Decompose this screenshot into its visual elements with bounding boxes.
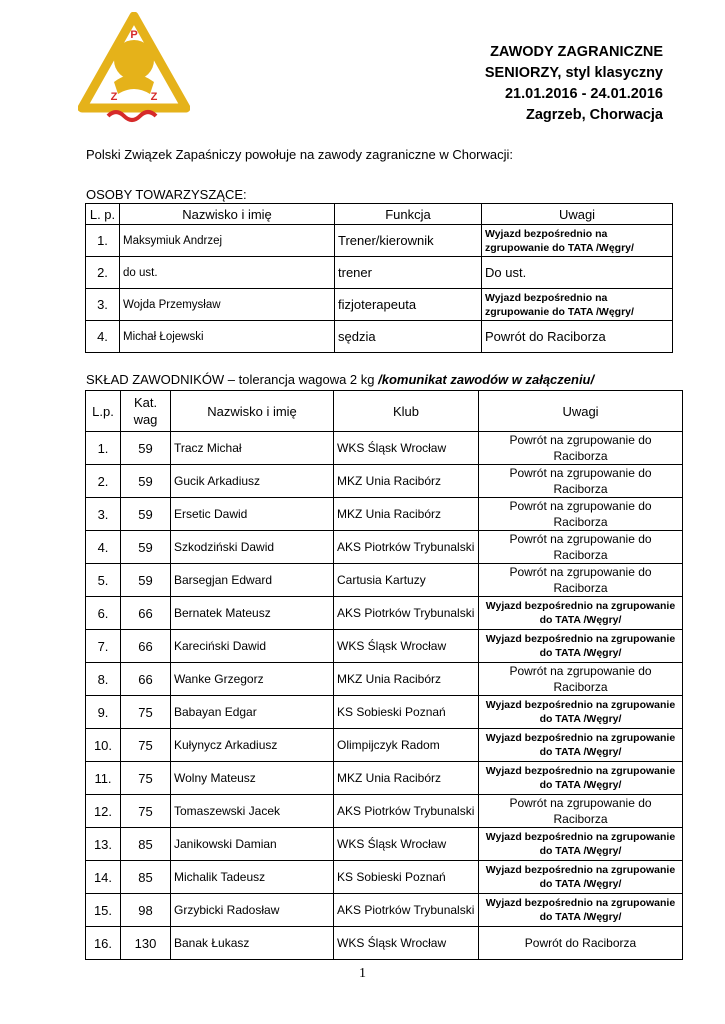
athlete-name: Tomaszewski Jacek (171, 795, 334, 828)
table-row (86, 465, 683, 498)
athlete-note: Powrót na zgrupowanie do Raciborza (479, 564, 683, 597)
athletes-heading-prefix: SKŁAD ZAWODNIKÓW – tolerancja wagowa 2 kg (86, 372, 379, 387)
athlete-note: Powrót na zgrupowanie do Raciborza (479, 432, 683, 465)
athlete-name: Kułynycz Arkadiusz (171, 729, 334, 762)
staff-col-header: Uwagi (482, 204, 673, 225)
staff-note: Wyjazd bezpośrednio na zgrupowanie do TATA /Węgry/ (482, 225, 673, 257)
staff-col-header: Nazwisko i imię (120, 204, 335, 225)
athlete-weight-category: 59 (121, 432, 171, 465)
athlete-note: Powrót na zgrupowanie do Raciborza (479, 498, 683, 531)
athlete-lp: 10. (86, 729, 121, 762)
table-row (86, 597, 683, 630)
athlete-club: MKZ Unia Racibórz (334, 762, 479, 795)
athlete-note: Wyjazd bezpośrednio na zgrupowanie do TATA /Węgry/ (479, 894, 683, 927)
table-row (86, 630, 683, 663)
athlete-club: WKS Śląsk Wrocław (334, 927, 479, 960)
table-row (86, 225, 673, 257)
athlete-note: Wyjazd bezpośrednio na zgrupowanie do TATA /Węgry/ (479, 729, 683, 762)
table-row (86, 257, 673, 289)
staff-role: Trener/kierownik (335, 225, 482, 257)
athlete-weight-category: 59 (121, 465, 171, 498)
athlete-name: Babayan Edgar (171, 696, 334, 729)
athlete-weight-category: 130 (121, 927, 171, 960)
athlete-club: WKS Śląsk Wrocław (334, 432, 479, 465)
staff-name: do ust. (120, 257, 335, 289)
athlete-note: Wyjazd bezpośrednio na zgrupowanie do TATA /Węgry/ (479, 597, 683, 630)
athlete-weight-category: 75 (121, 696, 171, 729)
staff-col-header: Funkcja (335, 204, 482, 225)
table-row (86, 564, 683, 597)
staff-note: Powrót do Raciborza (482, 321, 673, 353)
logo-letter-z-right: Z (150, 91, 158, 103)
staff-name: Maksymiuk Andrzej (120, 225, 335, 257)
athlete-name: Banak Łukasz (171, 927, 334, 960)
header-line-3: 21.01.2016 - 24.01.2016 (504, 86, 663, 102)
table-row (86, 894, 683, 927)
athlete-club: MKZ Unia Racibórz (334, 498, 479, 531)
athlete-club: AKS Piotrków Trybunalski (334, 531, 479, 564)
athlete-name: Bernatek Mateusz (171, 597, 334, 630)
athlete-name: Wolny Mateusz (171, 762, 334, 795)
staff-lp: 3. (86, 289, 120, 321)
athlete-name: Michalik Tadeusz (171, 861, 334, 894)
staff-note: Wyjazd bezpośrednio na zgrupowanie do TATA /Węgry/ (482, 289, 673, 321)
athletes-col-header: Kat. wag (121, 391, 171, 432)
athlete-name: Janikowski Damian (171, 828, 334, 861)
staff-note: Do ust. (482, 257, 673, 289)
athlete-lp: 8. (86, 663, 121, 696)
table-row (86, 531, 683, 564)
header-line-2: SENIORZY, styl klasyczny (484, 65, 663, 81)
staff-name: Wojda Przemysław (120, 289, 335, 321)
athlete-lp: 1. (86, 432, 121, 465)
document-header (485, 42, 663, 126)
logo-letter-z-left: Z (110, 91, 118, 103)
pzz-logo (78, 12, 190, 124)
logo-letter-p: P (130, 29, 138, 41)
staff-role: fizjoterapeuta (335, 289, 482, 321)
staff-table (85, 203, 673, 353)
athlete-note: Powrót na zgrupowanie do Raciborza (479, 531, 683, 564)
athlete-name: Wanke Grzegorz (171, 663, 334, 696)
staff-role: trener (335, 257, 482, 289)
athlete-name: Szkodziński Dawid (171, 531, 334, 564)
staff-col-header: L. p. (86, 204, 120, 225)
header-line-4: Zagrzeb, Chorwacja (526, 107, 663, 123)
table-row (86, 321, 673, 353)
athlete-lp: 14. (86, 861, 121, 894)
athlete-note: Wyjazd bezpośrednio na zgrupowanie do TATA /Węgry/ (479, 696, 683, 729)
athletes-table (85, 390, 683, 960)
athlete-club: AKS Piotrków Trybunalski (334, 894, 479, 927)
athlete-name: Ersetic Dawid (171, 498, 334, 531)
staff-lp: 1. (86, 225, 120, 257)
athlete-lp: 16. (86, 927, 121, 960)
athlete-lp: 4. (86, 531, 121, 564)
table-row (86, 927, 683, 960)
athletes-col-header: Uwagi (479, 391, 683, 432)
athlete-note: Powrót na zgrupowanie do Raciborza (479, 795, 683, 828)
athlete-club: MKZ Unia Racibórz (334, 465, 479, 498)
athlete-lp: 12. (86, 795, 121, 828)
staff-lp: 2. (86, 257, 120, 289)
athlete-club: Olimpijczyk Radom (334, 729, 479, 762)
table-row (86, 696, 683, 729)
athlete-club: AKS Piotrków Trybunalski (334, 597, 479, 630)
table-row (86, 729, 683, 762)
athlete-weight-category: 59 (121, 531, 171, 564)
staff-name: Michał Łojewski (120, 321, 335, 353)
athlete-name: Grzybicki Radosław (171, 894, 334, 927)
page-number: 1 (359, 966, 366, 981)
athlete-lp: 5. (86, 564, 121, 597)
athlete-lp: 2. (86, 465, 121, 498)
athlete-weight-category: 66 (121, 663, 171, 696)
athlete-lp: 9. (86, 696, 121, 729)
athletes-heading-italic: /komunikat zawodów w załączeniu/ (378, 372, 595, 387)
athlete-weight-category: 59 (121, 498, 171, 531)
athlete-note: Powrót na zgrupowanie do Raciborza (479, 465, 683, 498)
athlete-club: Cartusia Kartuzy (334, 564, 479, 597)
athlete-club: KS Sobieski Poznań (334, 861, 479, 894)
athletes-col-header: Klub (334, 391, 479, 432)
athlete-club: AKS Piotrków Trybunalski (334, 795, 479, 828)
athlete-club: KS Sobieski Poznań (334, 696, 479, 729)
athlete-name: Gucik Arkadiusz (171, 465, 334, 498)
athlete-note: Wyjazd bezpośrednio na zgrupowanie do TATA /Węgry/ (479, 861, 683, 894)
table-row (86, 663, 683, 696)
athletes-col-header: Nazwisko i imię (171, 391, 334, 432)
athlete-club: WKS Śląsk Wrocław (334, 828, 479, 861)
athlete-club: MKZ Unia Racibórz (334, 663, 479, 696)
athlete-name: Barsegjan Edward (171, 564, 334, 597)
athlete-weight-category: 59 (121, 564, 171, 597)
athlete-lp: 13. (86, 828, 121, 861)
table-row (86, 828, 683, 861)
athlete-name: Kareciński Dawid (171, 630, 334, 663)
athlete-lp: 15. (86, 894, 121, 927)
athlete-weight-category: 85 (121, 861, 171, 894)
athlete-weight-category: 75 (121, 729, 171, 762)
athlete-lp: 6. (86, 597, 121, 630)
table-row (86, 432, 683, 465)
athlete-club: WKS Śląsk Wrocław (334, 630, 479, 663)
athletes-heading (86, 372, 594, 387)
staff-lp: 4. (86, 321, 120, 353)
athlete-weight-category: 98 (121, 894, 171, 927)
staff-heading: OSOBY TOWARZYSZĄCE: (86, 187, 247, 202)
athlete-weight-category: 75 (121, 762, 171, 795)
intro-text: Polski Związek Zapaśniczy powołuje na zawody zagraniczne w Chorwacji: (86, 147, 514, 162)
athlete-lp: 11. (86, 762, 121, 795)
table-row (86, 762, 683, 795)
athlete-note: Wyjazd bezpośrednio na zgrupowanie do TATA /Węgry/ (479, 630, 683, 663)
table-row (86, 861, 683, 894)
athlete-weight-category: 66 (121, 597, 171, 630)
header-line-1: ZAWODY ZAGRANICZNE (490, 44, 663, 60)
athlete-lp: 7. (86, 630, 121, 663)
athlete-weight-category: 75 (121, 795, 171, 828)
athlete-weight-category: 85 (121, 828, 171, 861)
athlete-note: Wyjazd bezpośrednio na zgrupowanie do TATA /Węgry/ (479, 762, 683, 795)
table-row (86, 795, 683, 828)
athlete-note: Powrót do Raciborza (479, 927, 683, 960)
athletes-col-header: L.p. (86, 391, 121, 432)
table-row (86, 498, 683, 531)
staff-role: sędzia (335, 321, 482, 353)
athlete-weight-category: 66 (121, 630, 171, 663)
athlete-lp: 3. (86, 498, 121, 531)
table-row (86, 289, 673, 321)
athlete-name: Tracz Michał (171, 432, 334, 465)
athlete-note: Wyjazd bezpośrednio na zgrupowanie do TATA /Węgry/ (479, 828, 683, 861)
athlete-note: Powrót na zgrupowanie do Raciborza (479, 663, 683, 696)
